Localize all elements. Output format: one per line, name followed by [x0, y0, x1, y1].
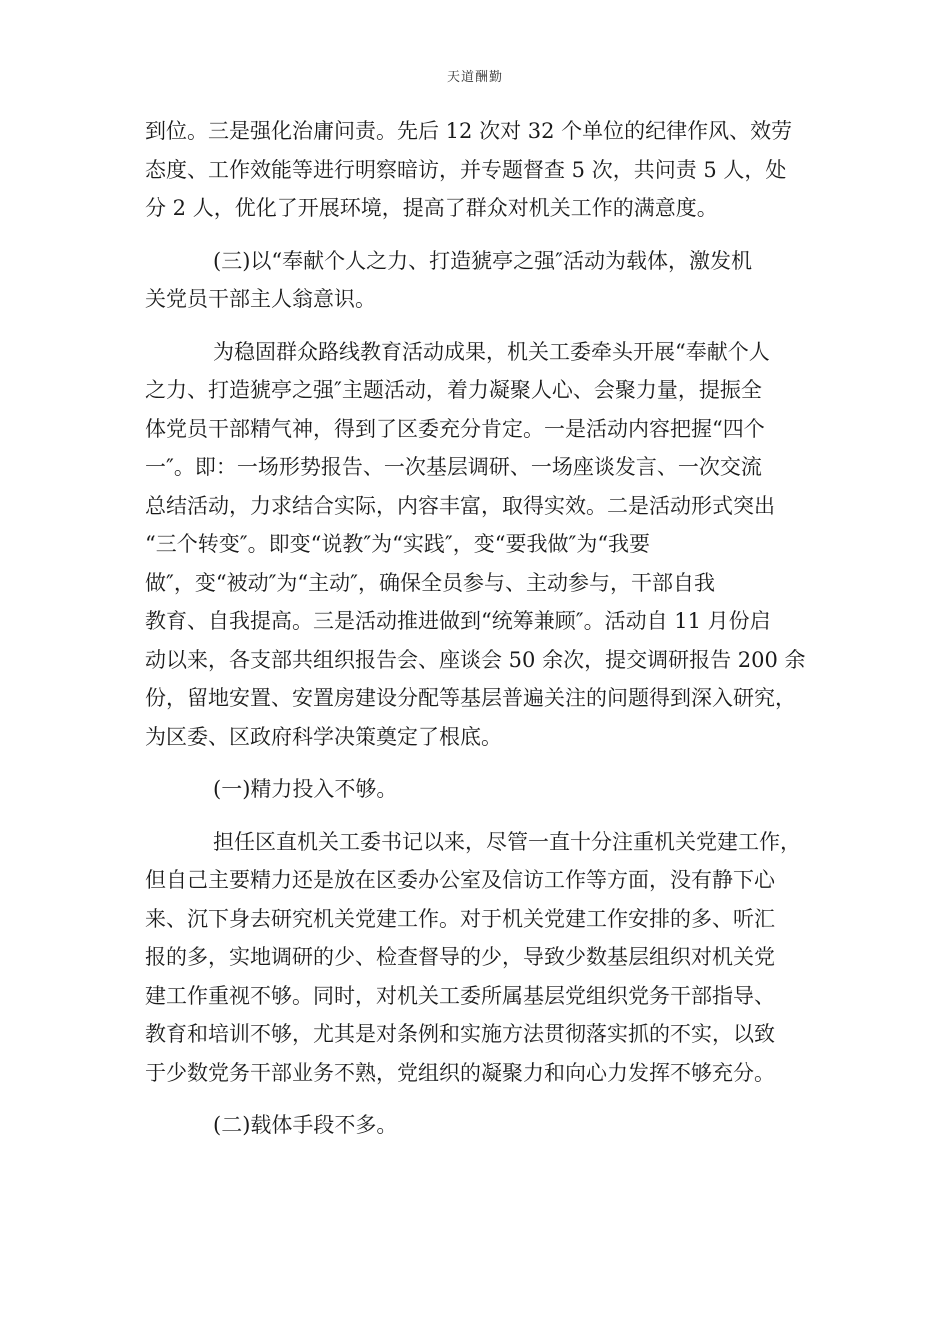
text-line: 总结活动，力求结合实际，内容丰富，取得实效。二是活动形式突出 — [145, 493, 775, 518]
text-line: 动以来，各支部共组织报告会、座谈会 50 余次，提交调研报告 200 余 — [145, 647, 806, 672]
text-line: 担任区直机关工委书记以来，尽管一直十分注重机关党建工作， — [213, 829, 801, 854]
text-line: 报的多，实地调研的少、检查督导的少，导致少数基层组织对机关党 — [145, 945, 775, 969]
text-line: 为区委、区政府科学决策奠定了根底。 — [145, 724, 502, 749]
section-heading-3 — [145, 242, 813, 319]
text-line: (一)精力投入不够。 — [213, 777, 398, 801]
text-line: 于少数党务干部业务不熟，党组织的凝聚力和向心力发挥不够充分。 — [145, 1060, 775, 1085]
text-line: 教育、自我提高。三是活动推进做到“统筹兼顾″。活动自 11 月份启 — [145, 609, 771, 633]
text-line: 关党员干部主人翁意识。 — [145, 287, 376, 311]
text-line: 体党员干部精气神，得到了区委充分肯定。一是活动内容把握“四个 — [145, 416, 765, 441]
text-line: 一″。即：一场形势报告、一次基层调研、一场座谈发言、一次交流 — [145, 455, 762, 479]
text-line: “三个转变″。即变“说教″为“实践″，变“要我做″为“我要 — [145, 532, 651, 556]
text-line: 建工作重视不够。同时，对机关工委所属基层党组织党务干部指导、 — [145, 983, 775, 1008]
text-line: (二)载体手段不多。 — [213, 1113, 398, 1137]
section-heading-1 — [145, 770, 813, 809]
paragraph-activity — [145, 333, 813, 757]
text-line: 份，留地安置、安置房建设分配等基层普遍关注的问题得到深入研究， — [145, 686, 796, 710]
text-line: 教育和培训不够，尤其是对条例和实施方法贯彻落实抓的不实，以致 — [145, 1022, 775, 1046]
paragraph-effort — [145, 823, 813, 1093]
text-line: 到位。三是强化治庸问责。先后 12 次对 32 个单位的纪律作风、效劳 — [145, 119, 793, 143]
text-line: (三)以“奉献个人之力、打造猇亭之强″活动为载体，激发机 — [213, 248, 752, 273]
text-line: 来、沉下身去研究机关党建工作。对于机关党建工作安排的多、听汇 — [145, 906, 775, 931]
text-line: 之力、打造猇亭之强″主题活动，着力凝聚人心、会聚力量，提振全 — [145, 378, 762, 402]
section-heading-2 — [145, 1106, 813, 1145]
paragraph-accountability — [145, 112, 813, 228]
text-line: 为稳固群众路线教育活动成果，机关工委牵头开展“奉献个人 — [213, 339, 770, 364]
text-line: 但自己主要精力还是放在区委办公室及信访工作等方面，没有静下心 — [145, 868, 775, 892]
text-line: 分 2 人，优化了开展环境，提高了群众对机关工作的满意度。 — [145, 196, 718, 220]
document-body — [145, 112, 813, 1159]
page-header: 天道酬勤 — [446, 70, 503, 85]
text-line: 做″，变“被动″为“主动″，确保全员参与、主动参与，干部自我 — [145, 570, 716, 595]
text-line: 态度、工作效能等进行明察暗访，并专题督查 5 次，共问责 5 人，处 — [145, 157, 787, 182]
